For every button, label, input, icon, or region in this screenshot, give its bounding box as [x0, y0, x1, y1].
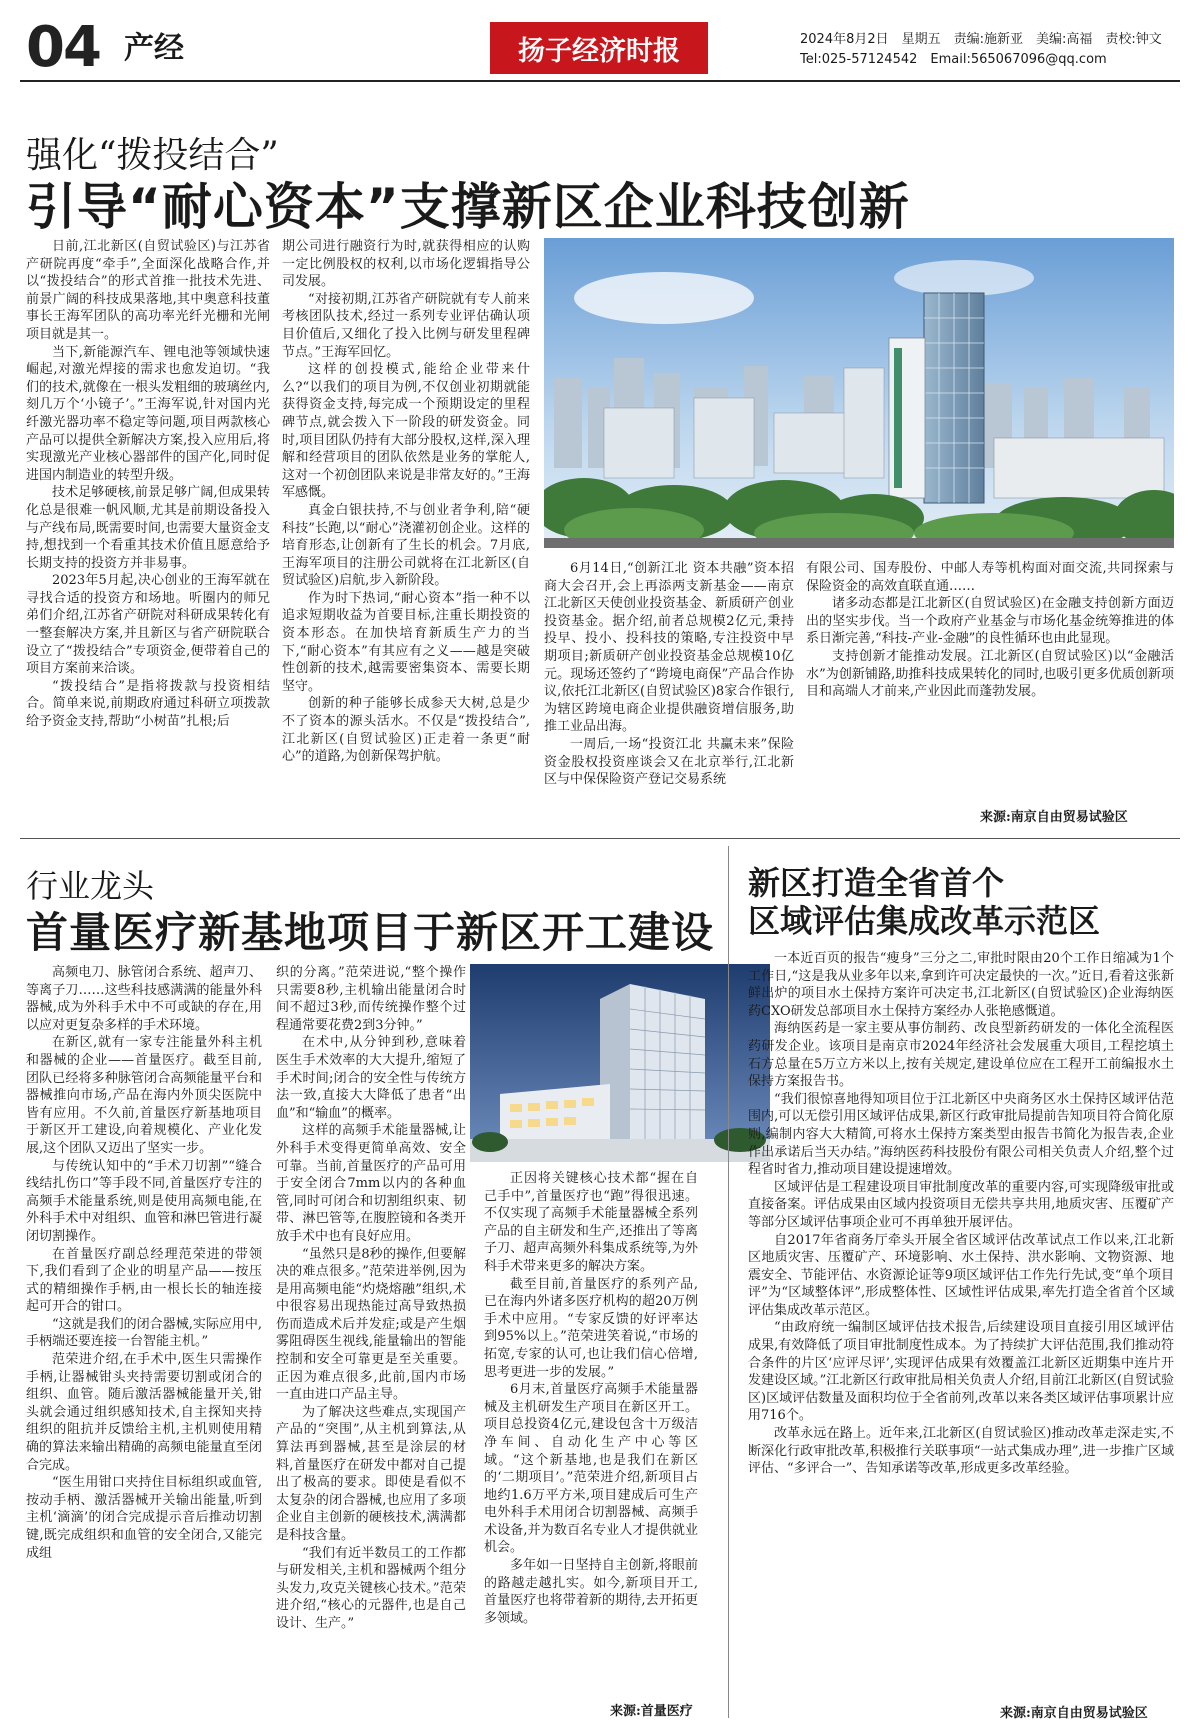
paragraph: 多年如一日坚持自主创新,将眼前的路越走越扎实。如今,新项目开工,首量医疗也将带着新的期待,去开拓更多领域。 — [484, 1558, 698, 1626]
paragraph: 这样的高频手术能量器械,让外科手术变得更简单高效、安全可靠。当前,首量医疗的产品可用于安全闭合7mm以内的各种血管,同时可闭合和切割组织束、韧带、淋巴管等,在腹腔镜和各类开放手术中也有良好应用。 — [276, 1123, 466, 1244]
paragraph: 与传统认知中的“手术刀切割”“缝合线结扎伤口”等手段不同,首量医疗专注的高频手术能量系统,则是使用高频电能,在外科手术中对组织、血管和淋巴管进行凝闭切割操作。 — [26, 1158, 262, 1244]
article1-bottom-rule — [20, 838, 1180, 839]
paragraph: 为了解决这些难点,实现国产产品的“突围”,从主机到算法,从算法再到器械,甚至是涂层的材料,首量医疗在研发中都对自己提出了极高的要求。即使是看似不太复杂的闭合器械,也应用了多项企业自主创新的硬核技术,满满都是科技含量。 — [276, 1404, 466, 1543]
article1-column-4 — [806, 560, 1174, 802]
article1-column-1 — [26, 238, 270, 820]
paragraph: 创新的种子能够长成参天大树,总是少不了资本的源头活水。不仅是“拨投结合”,江北新区(自贸试验区)正走着一条更“耐心”的道路,为创新保驾护航。 — [282, 696, 530, 765]
paragraph: 一本近百页的报告“瘦身”三分之二,审批时限由20个工作日缩减为1个工作日,“这是我从业多年以来,拿到许可决定最快的一次。”近日,看着这张新鲜出炉的项目水土保持方案许可决定书,江北新区(自贸试验区)企业海纳医药CXO研发总部项目水土保持方案经办人张艳感慨道。 — [748, 951, 1174, 1019]
paragraph: 日前,江北新区(自贸试验区)与江苏省产研院再度“牵手”,全面深化战略合作,并以“拨投结合”的形式首推一批技术先进、前景广阔的科技成果落地,其中奥意科技董事长王海军团队的高功率光纤光栅和光闸项目就是其一。 — [26, 239, 270, 342]
paragraph: “由政府统一编制区域评估技术报告,后续建设项目直接引用区域评估成果,有效降低了项目审批制度性成本。为了持续扩大评估范围,我们推动符合条件的片区‘应评尽评’,实现评估成果有效覆盖江北新区近期集中连片开发建设区域。”江北新区行政审批局相关负责人介绍,目前江北新区(自贸试验区)区域评估数量及面积均位于全省前列,改革以来各类区域评估事项累计应用716个。 — [748, 1320, 1174, 1424]
paragraph: 截至目前,首量医疗的系列产品,已在海内外诸多医疗机构的超20万例手术中应用。“专家反馈的好评率达到95%以上。”范荣进笑着说,“市场的拓宽,专家的认可,也让我们信心倍增,思考更进一步的发展。” — [484, 1276, 698, 1380]
paragraph: “我们很惊喜地得知项目位于江北新区中央商务区水土保持区域评估范围内,可以无偿引用区域评估成果,新区行政审批局提前告知项目符合简化原则,编制内容大大精简,可将水土保持方案类型由报告书简化为报告表,企业作出承诺后当天办结。”海纳医药科技股份有限公司相关负责人介绍,整个过程省时省力,推动项目建设提速增效。 — [748, 1091, 1174, 1178]
paragraph: “拨投结合”是指将拨款与投资相结合。简单来说,前期政府通过科研立项拨款给予资金支持,帮助“小树苗”扎根;后 — [26, 678, 270, 730]
article1-column-3 — [544, 560, 794, 802]
paragraph: 2023年5月起,决心创业的王海军就在寻找合适的投资方和场地。听圈内的师兄弟们介绍,江苏省产研院对科研成果转化有一整套解决方案,并且新区与省产研院联合设立了“拨投结合”专项资金,便带着自己的项目方案前来洽谈。 — [26, 573, 270, 677]
paragraph: 区域评估是工程建设项目审批制度改革的重要内容,可实现降级审批或直接备案。评估成果由区域内投资项目无偿共享共用,地质灾害、压覆矿产等部分区域评估事项企业可不再单独开展评估。 — [748, 1179, 1174, 1230]
paragraph: 诸多动态都是江北新区(自贸试验区)在金融支持创新方面迈出的坚实步伐。当一个政府产业基金与市场化基金统筹推进的体系日渐完善,“科技-产业-金融”的良性循环也由此显现。 — [806, 596, 1174, 647]
article1-source: 来源:南京自由贸易试验区 — [980, 810, 1128, 825]
header-rule — [20, 80, 1180, 82]
article3-source: 来源:南京自由贸易试验区 — [1000, 1706, 1148, 1721]
header-meta-line1: 2024年8月2日 星期五 责编:施新亚 美编:高福 责校:钟文 — [800, 32, 1162, 47]
article1-headline: 引导“耐心资本”支撑新区企业科技创新 — [26, 178, 910, 236]
column-divider — [728, 846, 729, 1718]
article2-source: 来源:首量医疗 — [610, 1704, 693, 1719]
paragraph: 支持创新才能推动发展。江北新区(自贸试验区)以“金融活水”为创新铺路,助推科技成果转化的同时,也吸引更多优质创新项目和高端人才前来,产业因此而蓬勃发展。 — [806, 648, 1174, 700]
skyline-photo — [544, 238, 1174, 548]
paragraph: “医生用钳口夹持住目标组织或血管,按动手柄、激活器械开关输出能量,听到主机‘滴滴’的闭合完成提示音后推动切割键,既完成组织和血管的安全闭合,又能完成组 — [26, 1475, 262, 1561]
building-render-photo — [470, 964, 770, 1162]
article2-kicker: 行业龙头 — [26, 867, 155, 905]
paragraph: “这就是我们的闭合器械,实际应用中,手柄端还要连接一台智能主机。” — [26, 1316, 262, 1350]
newspaper-logo: 扬子经济时报 — [490, 22, 708, 74]
section-name: 产经 — [124, 31, 184, 66]
article1-kicker: 强化“拨投结合” — [26, 135, 279, 176]
article2-column-1 — [26, 964, 262, 1714]
paragraph: 范荣进介绍,在手术中,医生只需操作手柄,让器械钳头夹持需要切割或闭合的组织、血管。随后激活器械能量开关,钳头就会通过组织感知技术,自主探知夹持组织的阻抗并反馈给主机,主机则使用精确的算法来输出精确的高频电能量直至闭合完成。 — [26, 1352, 262, 1473]
paragraph: 织的分离。”范荣进说,“整个操作只需要8秒,主机输出能量闭合时间不超过3秒,而传统操作整个过程通常要花费2到3分钟。” — [276, 965, 466, 1033]
paragraph: 高频电刀、脉管闭合系统、超声刀、等离子刀……这些科技感满满的能量外科器械,成为外科手术中不可或缺的存在,用以应对更复杂多样的手术环境。 — [26, 965, 262, 1033]
article3-column — [748, 950, 1174, 1698]
paragraph: “虽然只是8秒的操作,但要解决的难点很多。”范荣进举例,因为是用高频电能“灼烧熔融”组织,术中很容易出现热能过高导致热损伤而造成术后并发症;或是产生烟雾阻碍医生视线,能量输出的智能控制和安全可靠更是至关重要。正因为难点很多,此前,国内市场一直由进口产品主导。 — [276, 1246, 466, 1403]
paragraph: 作为时下热词,“耐心资本”指一种不以追求短期收益为首要目标,注重长期投资的资本形态。在加快培育新质生产力的当下,“耐心资本”有其应有之义——越是突破性创新的技术,越需要密集资本、需要长期坚守。 — [282, 590, 530, 694]
article3-headline-line2: 区域评估集成改革示范区 — [748, 902, 1101, 940]
paragraph: 当下,新能源汽车、锂电池等领域快速崛起,对激光焊接的需求也愈发迫切。“我们的技术,就像在一根头发粗细的玻璃丝内,刻几万个‘小镜子’。”王海军说,针对国内光纤激光器功率不稳定等问题,项目两款核心产品可以提供全新解决方案,投入应用后,将实现激光产业核心器部件的国产化,同时促进国内制造业的转型升级。 — [26, 344, 270, 483]
article3-headline-line1: 新区打造全省首个 — [748, 864, 1005, 902]
article2-column-3 — [484, 1170, 698, 1700]
article1-column-2 — [282, 238, 530, 820]
paragraph: 海纳医药是一家主要从事仿制药、改良型新药研发的一体化全流程医药研发企业。该项目是南京市2024年经济社会发展重大项目,工程挖填土石方总量在5万立方米以上,按有关规定,建设单位应在工程开工前编报水土保持方案报告书。 — [748, 1021, 1174, 1090]
paragraph: 在术中,从分钟到秒,意味着医生手术效率的大大提升,缩短了手术时间;闭合的安全性与传统方法一致,直接大大降低了患者“出血”和“输血”的概率。 — [276, 1035, 466, 1121]
building-render-illustration — [470, 964, 770, 1162]
paragraph: 一周后,一场“投资江北 共赢未来”保险资金股权投资座谈会又在北京举行,江北新区与中保保险资产登记交易系统 — [544, 736, 794, 788]
paragraph: 自2017年省商务厅牵头开展全省区域评估改革试点工作以来,江北新区地质灾害、压覆矿产、环境影响、水土保持、洪水影响、文物资源、地震安全、节能评估、水资源论证等9项区域评估工作先行先试,变“单个项目评”为“区域整体评”,形成整体性、区域性评估成果,率先打造全省首个区域评估集成改革示范区。 — [748, 1232, 1174, 1318]
article2-headline: 首量医疗新基地项目于新区开工建设 — [26, 908, 715, 957]
paragraph: 在新区,就有一家专注能量外科主机和器械的企业——首量医疗。截至目前,团队已经将多种脉管闭合高频能量平台和器械推向市场,产品在海内外顶尖医院中皆有应用。不久前,首量医疗新基地项目于新区开工建设,向着规模化、产业化发展,这个团队又迈出了坚实一步。 — [26, 1035, 262, 1156]
header-meta — [800, 30, 1162, 70]
paragraph: 正因将关键核心技术都“握在自己手中”,首量医疗也“跑”得很迅速。不仅实现了高频手术能量器械全系列产品的自主研发和生产,还推出了等离子刀、超声高频外科集成系统等,为外科手术带来更多的解决方案。 — [484, 1171, 698, 1274]
paragraph: 真金白银扶持,不与创业者争利,陪“硬科技”长跑,以“耐心”浇灌初创企业。这样的培育形态,让创新有了生长的机会。7月底,王海军项目的注册公司就将在江北新区(自贸试验区)启航,步入新阶段。 — [282, 502, 530, 589]
page-number: 04 — [26, 15, 100, 80]
paragraph: “我们有近半数员工的工作都与研发相关,主机和器械两个组分头发力,攻克关键核心技术。”范荣进介绍,“核心的元器件,也是自己设计、生产。” — [276, 1545, 466, 1631]
paragraph: 6月末,首量医疗高频手术能量器械及主机研发生产项目在新区开工。项目总投资4亿元,建设包含十万级洁净车间、自动化生产中心等区域。“这个新基地,也是我们在新区的‘二期项目’。”范荣进介绍,新项目占地约1.6万平方米,项目建成后可生产电外科手术用闭合切割器械、高频手术设备,并为数百名专业人才提供就业机会。 — [484, 1382, 698, 1556]
paragraph: 在首量医疗副总经理范荣进的带领下,我们看到了企业的明星产品——按压式的精细操作手柄,由一根长长的轴连接起可开合的钳口。 — [26, 1246, 262, 1315]
paragraph: 改革永远在路上。近年来,江北新区(自贸试验区)推动改革走深走实,不断深化行政审批改革,积极推行关联事项“一站式集成办理”,进一步推广区域评估、“多评合一”、告知承诺等改革,形成更多改革经验。 — [748, 1426, 1174, 1477]
paragraph: 有限公司、国寿股份、中邮人寿等机构面对面交流,共同探索与保险资金的高效直联直通…… — [806, 561, 1174, 594]
header-meta-line2: Tel:025-57124542 Email:565067096@qq.com — [800, 52, 1107, 67]
paragraph: 技术足够硬核,前景足够广阔,但成果转化总是很难一帆风顺,尤其是前期设备投入与产线布局,既需要时间,也需要大量资金支持,想找到一个看重其技术价值且愿意给予长期支持的投资方并非易事。 — [26, 485, 270, 571]
skyline-illustration — [544, 238, 1174, 548]
paragraph: 6月14日,“创新江北 资本共融”资本招商大会召开,会上再添两支新基金——南京江北新区天使创业投资基金、新质研产创业投资基金。据介绍,前者总规模2亿元,秉持投早、投小、投科技的策略,专注投资中早期项目;新质研产创业投资基金总规模10亿元。现场还签约了“跨境电商保”产品合作协议,依托江北新区(自贸试验区)8家合作银行,为辖区跨境电商企业提供融资增信服务,助推工业品出海。 — [544, 561, 794, 735]
article2-column-2 — [276, 964, 466, 1714]
paragraph: 期公司进行融资行为时,就获得相应的认购一定比例股权的权利,以市场化逻辑指导公司发展。 — [282, 239, 530, 290]
paragraph: 这样的创投模式,能给企业带来什么?“以我们的项目为例,不仅创业初期就能获得资金支持,每完成一个预期设定的里程碑节点,就会拨入下一阶段的研发资金。同时,项目团队仍持有大部分股权,这样,深入理解和经营项目的团队依然是业务的掌舵人,这对一个初创团队来说是非常友好的。”王海军感慨。 — [282, 362, 530, 501]
paragraph: “对接初期,江苏省产研院就有专人前来考核团队技术,经过一系列专业评估确认项目价值后,又细化了投入比例与研发里程碑节点。”王海军回忆。 — [282, 291, 530, 360]
